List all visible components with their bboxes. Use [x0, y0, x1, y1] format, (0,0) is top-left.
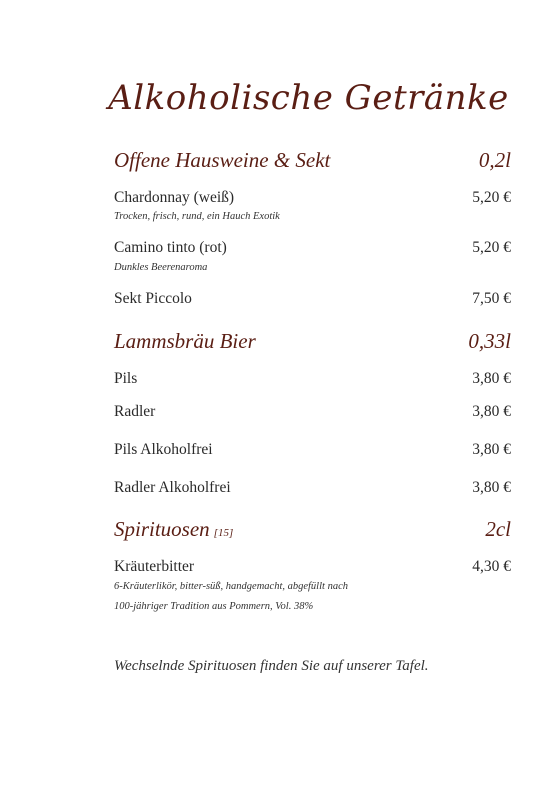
item-name: Pils: [114, 370, 138, 387]
section-unit: 2cl: [485, 517, 511, 541]
section-unit: 0,33l: [468, 329, 511, 353]
section-unit: 0,2l: [478, 148, 511, 172]
item-name: Radler Alkoholfrei: [114, 479, 231, 496]
item-name: Radler: [114, 403, 156, 420]
item-price: 7,50 €: [472, 290, 511, 307]
footer-note: Wechselnde Spirituosen finden Sie auf unserer Tafel.: [114, 658, 429, 674]
menu-item: [114, 558, 511, 576]
section-title: Lammsbräu Bier: [114, 329, 256, 353]
item-price: 4,30 €: [472, 558, 511, 575]
item-name: Pils Alkoholfrei: [114, 441, 213, 458]
item-description: [114, 577, 511, 617]
item-name: Kräuterbitter: [114, 558, 195, 575]
section-title-wrap: [114, 517, 233, 542]
section-title: Offene Hausweine & Sekt: [114, 148, 331, 172]
item-name: Chardonnay (weiß): [114, 189, 235, 206]
item-description-line: 100-jähriger Tradition aus Pommern, Vol. 38%: [114, 601, 314, 612]
menu-item: [114, 479, 511, 497]
menu-item: [114, 239, 511, 257]
item-price: 3,80 €: [472, 370, 511, 387]
item-price: 3,80 €: [472, 441, 511, 458]
item-name: Sekt Piccolo: [114, 290, 192, 307]
menu-item: [114, 370, 511, 388]
menu-item: [114, 189, 511, 207]
section-header-wine: [114, 148, 511, 173]
item-name: Camino tinto (rot): [114, 239, 227, 256]
menu-item: [114, 441, 511, 459]
item-description-line: 6-Kräuterlikör, bitter-süß, handgemacht, abgefüllt nach: [114, 581, 348, 592]
item-price: 3,80 €: [472, 403, 511, 420]
item-price: 5,20 €: [472, 239, 511, 256]
item-price: 5,20 €: [472, 189, 511, 206]
item-description: Dunkles Beerenaroma: [114, 262, 208, 273]
item-description: Trocken, frisch, rund, ein Hauch Exotik: [114, 211, 280, 222]
item-price: 3,80 €: [472, 479, 511, 496]
section-note: [15]: [213, 527, 234, 539]
section-title: Spirituosen: [114, 517, 210, 541]
menu-item: [114, 403, 511, 421]
section-header-beer: [114, 329, 511, 354]
section-header-spirits: [114, 517, 511, 542]
menu-item: [114, 290, 511, 308]
page-title: Alkoholische Getränke: [108, 78, 509, 118]
